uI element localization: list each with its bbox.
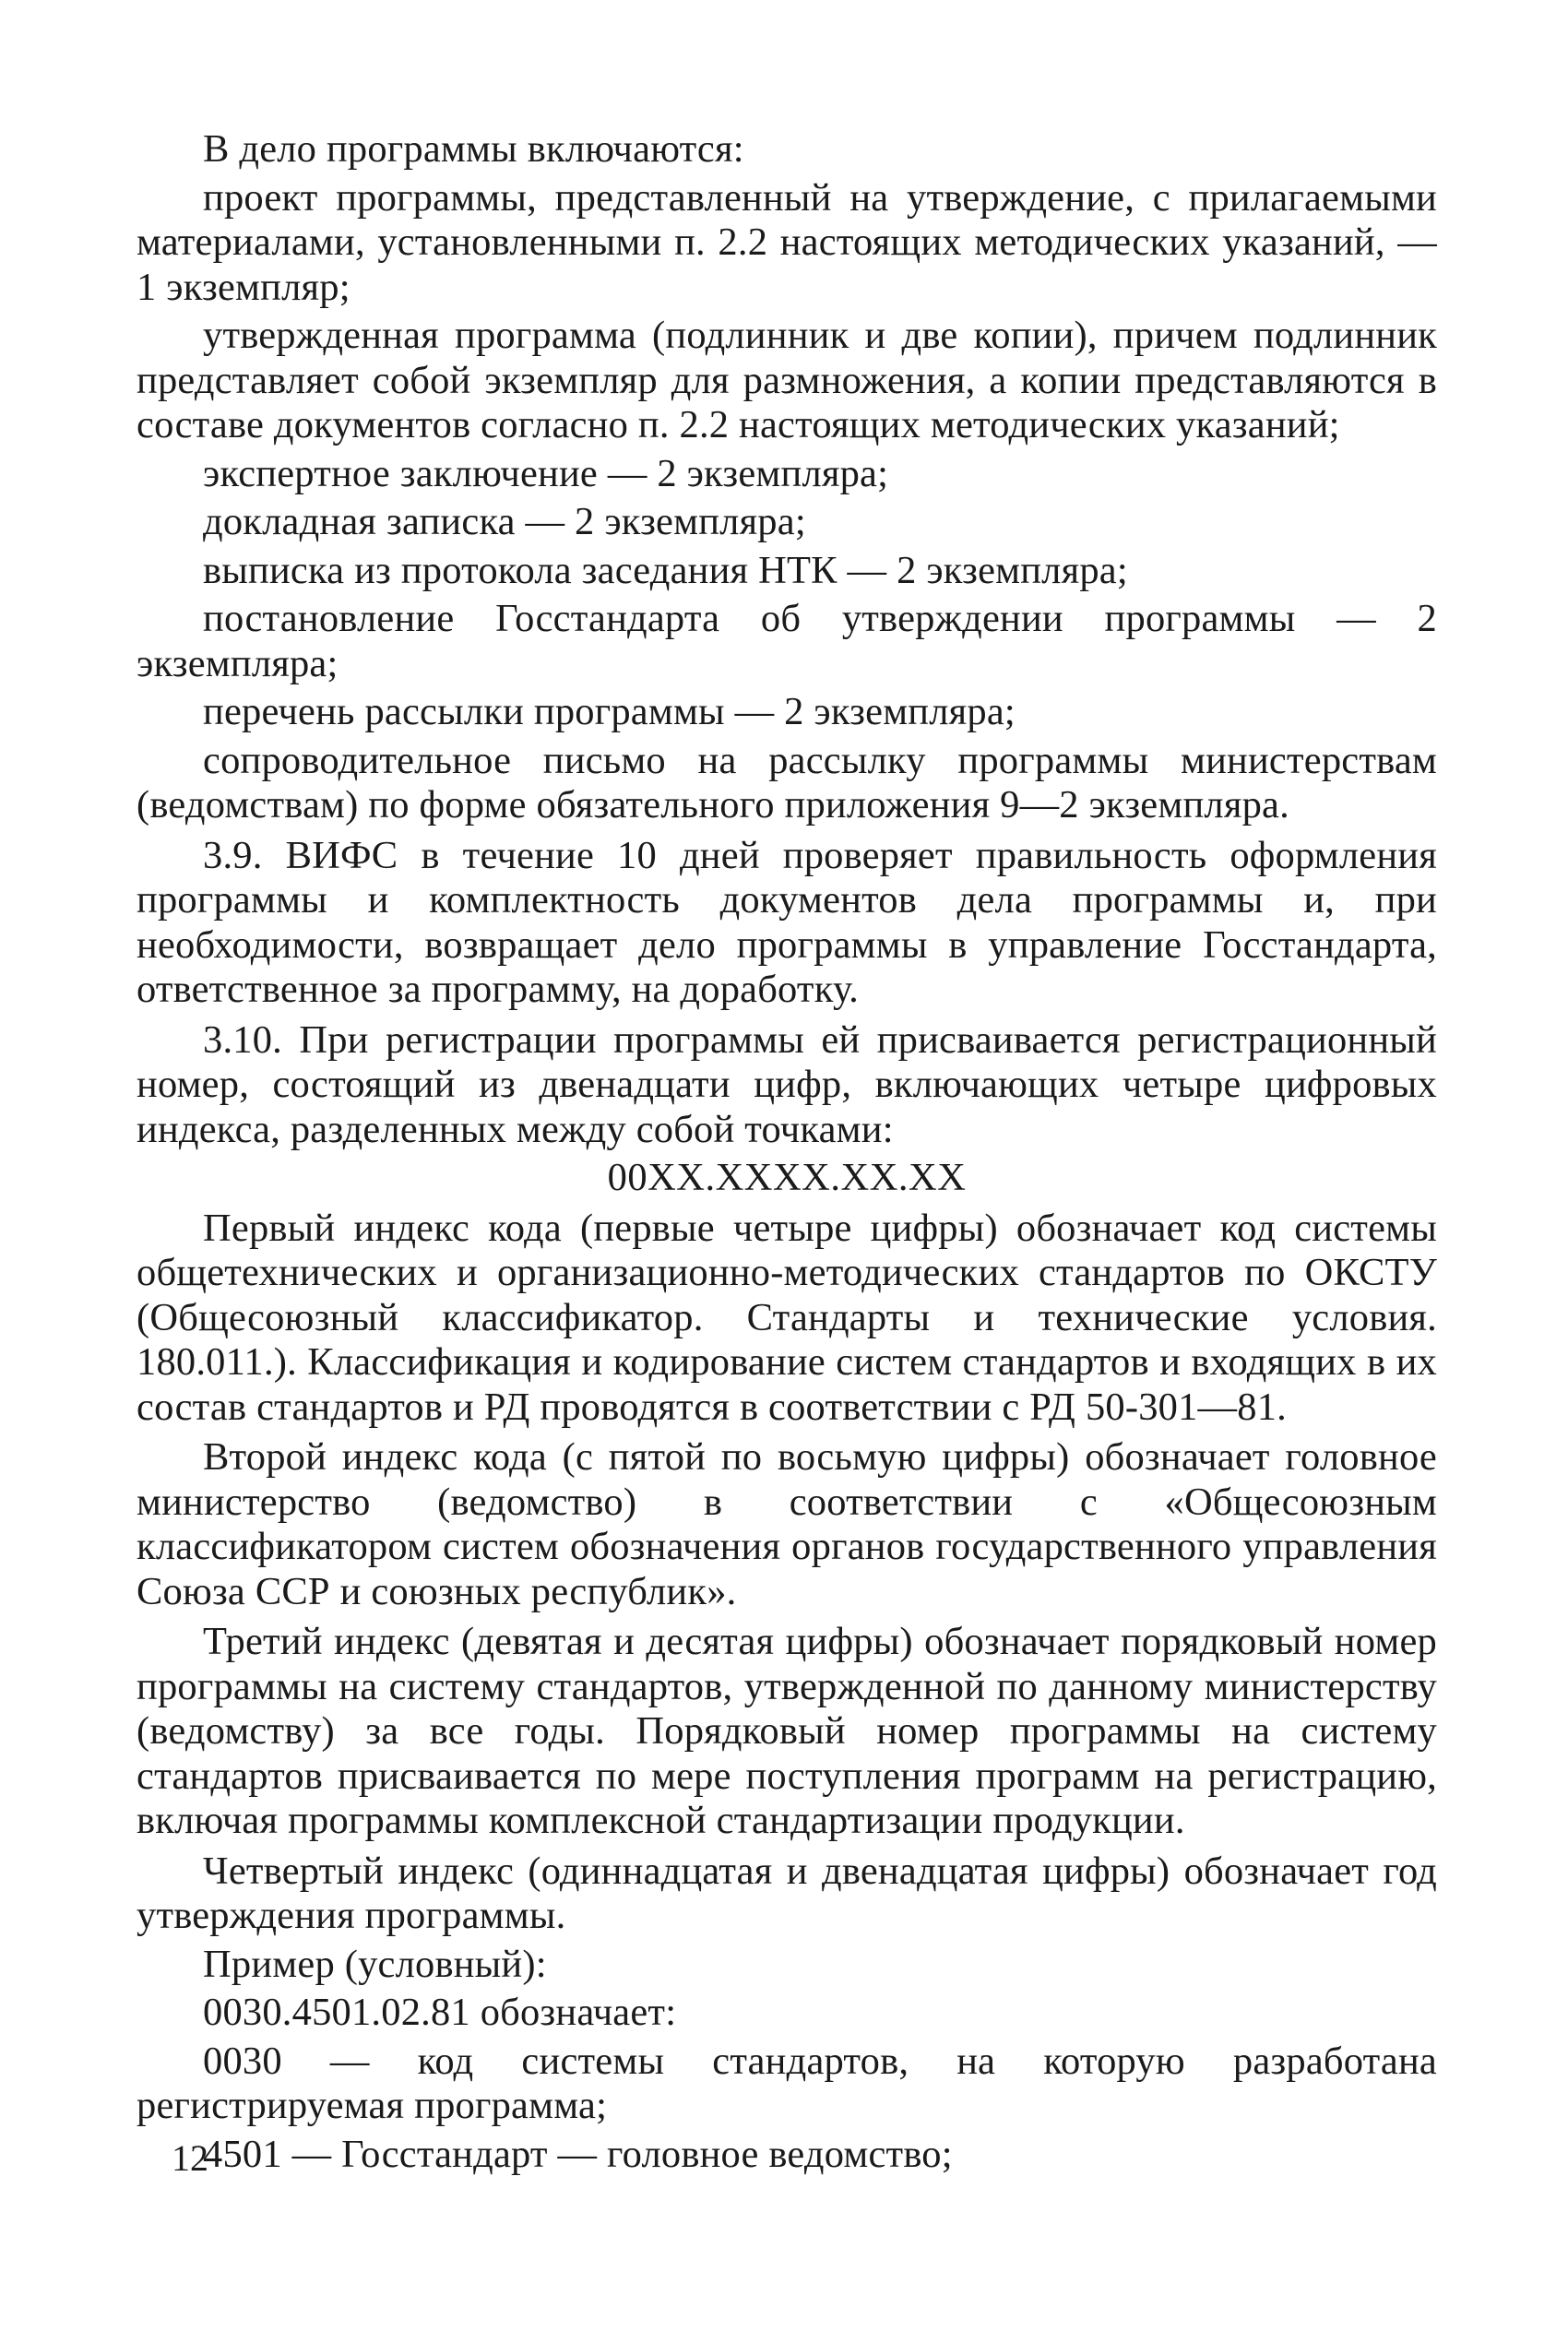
paragraph-example-system: 0030 — код системы стандартов, на которую разработана регистрируемая программа; xyxy=(137,2039,1437,2127)
document-page xyxy=(137,127,1437,2181)
paragraph-third-index: Третий индекс (девятая и десятая цифры) обозначает порядковый номер программы на систему стандартов, утвержденной по данному министерству (ведомству) за все годы. Порядковый номер программы на систему стандартов присваивается по мере поступления программ на регистрацию, включая программы комплексной стандартизации продукции. xyxy=(137,1620,1437,1842)
paragraph-section-3-9: 3.9. ВИФС в течение 10 дней проверяет правильность оформления программы и комплектность документов дела программы и, при необходимости, возвращает дело программы в управление Госстандарта, ответственное за программу, на доработку. xyxy=(137,833,1437,1011)
paragraph-fourth-index: Четвертый индекс (одиннадцатая и двенадцатая цифры) обозначает год утверждения программы. xyxy=(137,1849,1437,1937)
paragraph-section-3-10: 3.10. При регистрации программы ей присваивается регистрационный номер, состоящий из двенадцати цифр, включающих четыре цифровых индекса, разделенных между собой точками: xyxy=(137,1017,1437,1151)
paragraph-example-code: 0030.4501.02.81 обозначает: xyxy=(203,1991,677,2034)
registration-code-pattern: 00XX.XXXX.XX.XX xyxy=(607,1156,967,1199)
paragraph-case-contents-intro: В дело программы включаются: xyxy=(203,127,744,171)
paragraph-ntk-extract: выписка из протокола заседания НТК — 2 экземпляра; xyxy=(203,548,1128,592)
paragraph-example-ministry: 4501 — Госстандарт — головное ведомство; xyxy=(203,2132,953,2176)
paragraph-approved-program: утвержденная программа (подлинник и две копии), причем подлинник представляет собой экземпляр для размножения, а копии представляются в составе документов согласно п. 2.2 настоящих методических указаний; xyxy=(137,314,1437,446)
paragraph-gosstandart-resolution: постановление Госстандарта об утверждении программы — 2 экземпляра; xyxy=(137,597,1437,685)
paragraph-cover-letter: сопроводительное письмо на рассылку программы министерствам (ведомствам) по форме обязательного приложения 9—2 экземпляра. xyxy=(137,738,1437,827)
paragraph-draft-program: проект программы, представленный на утверждение, с прилагаемыми материалами, установленными п. 2.2 настоящих методических указаний, — 1 экземпляр; xyxy=(137,175,1437,309)
page-number: 12 xyxy=(172,2137,208,2179)
paragraph-expert-conclusion: экспертное заключение — 2 экземпляра; xyxy=(203,451,889,495)
paragraph-second-index: Второй индекс кода (с пятой по восьмую цифры) обозначает головное министерство (ведомство) в соответствии с «Общесоюзным классификатором систем обозначения органов государственного управления Союза ССР и союзных республик». xyxy=(137,1435,1437,1613)
paragraph-first-index: Первый индекс кода (первые четыре цифры) обозначает код системы общетехнических и организационно-методических стандартов по ОКСТУ (Общесоюзный классификатор. Стандарты и технические условия. 180.011.). Классификация и кодирование систем стандартов и входящих в их состав стандартов и РД проводятся в соответствии с РД 50-301—81. xyxy=(137,1206,1437,1429)
paragraph-example-label: Пример (условный): xyxy=(203,1942,547,1986)
paragraph-distribution-list: перечень рассылки программы — 2 экземпляра; xyxy=(203,690,1016,733)
paragraph-memo: докладная записка — 2 экземпляра; xyxy=(203,500,806,543)
